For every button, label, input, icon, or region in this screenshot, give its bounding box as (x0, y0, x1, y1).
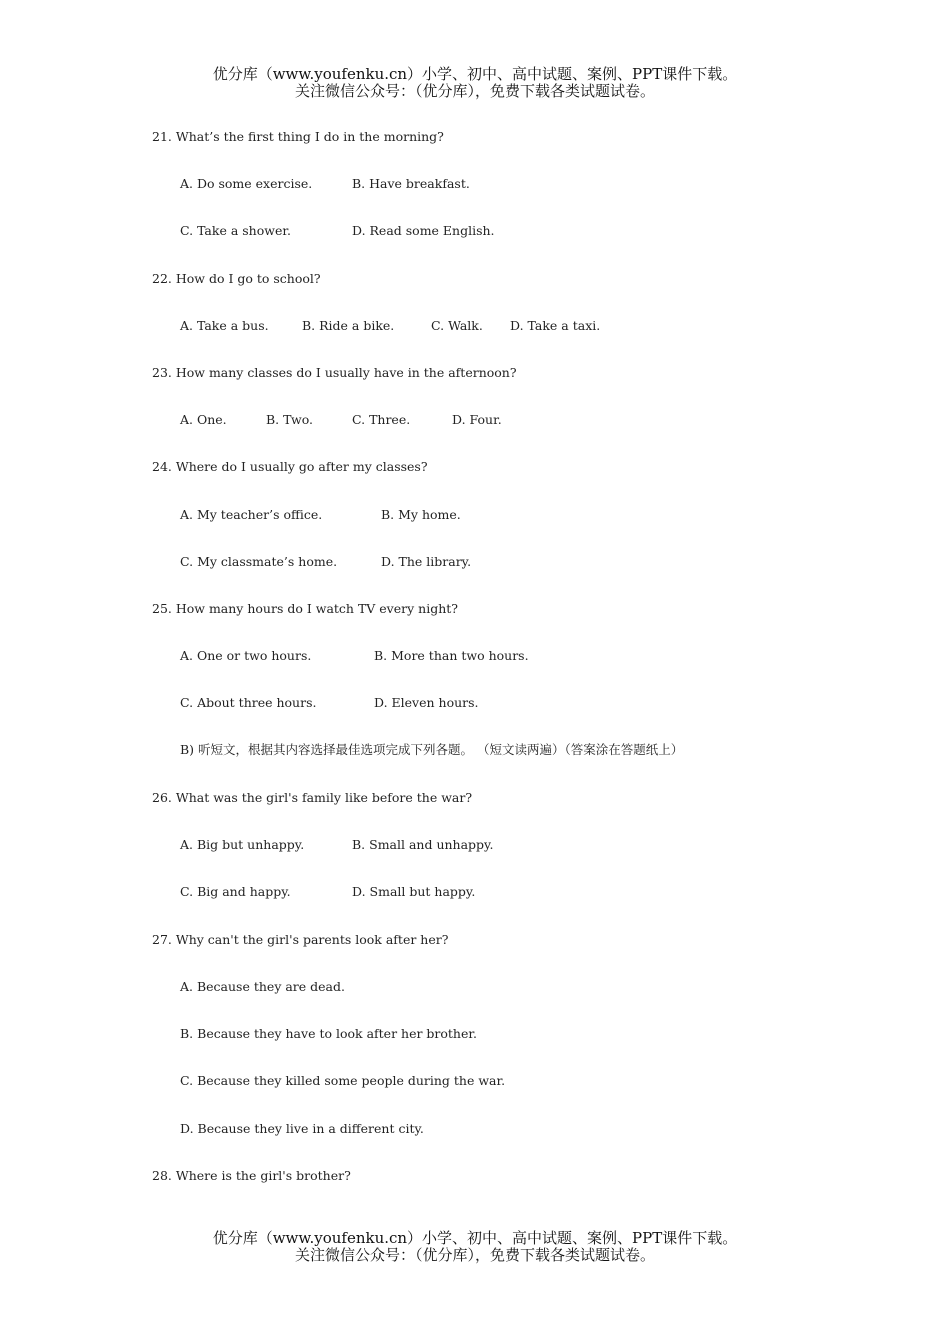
question-27-option-c: C. Because they killed some people during the war. (180, 1073, 506, 1088)
question-24-option-b: B. My home. (381, 507, 461, 522)
question-27-option-b: B. Because they have to look after her brother. (180, 1026, 477, 1041)
question-23: 23. How many classes do I usually have in the afternoon? (152, 365, 517, 380)
question-25: 25. How many hours do I watch TV every night? (152, 601, 458, 616)
question-23-option-d: D. Four. (452, 412, 502, 427)
question-27-option-a: A. Because they are dead. (180, 979, 345, 994)
question-26-option-d: D. Small but happy. (352, 884, 476, 899)
question-22: 22. How do I go to school? (152, 271, 321, 286)
question-24-option-d: D. The library. (381, 554, 472, 569)
question-26-option-c: C. Big and happy. (180, 884, 291, 899)
question-26-option-a: A. Big but unhappy. (180, 837, 305, 852)
question-26: 26. What was the girl's family like before the war? (152, 790, 473, 805)
question-24-option-a: A. My teacher’s office. (180, 507, 323, 522)
question-23-option-a: A. One. (180, 412, 227, 427)
question-22-option-c: C. Walk. (431, 318, 483, 333)
header-line-1: 优分库（www.youfenku.cn）小学、初中、高中试题、案例、PPT课件下载。 (212, 65, 738, 83)
question-24-option-c: C. My classmate’s home. (180, 554, 338, 569)
question-23-option-c: C. Three. (352, 412, 411, 427)
question-22-option-a: A. Take a bus. (180, 318, 269, 333)
question-23-option-b: B. Two. (266, 412, 314, 427)
footer-line-2: 关注微信公众号：（优分库），免费下载各类试题试卷。 (294, 1246, 655, 1264)
question-25-option-c: C. About three hours. (180, 695, 317, 710)
question-25-option-b: B. More than two hours. (374, 648, 529, 663)
section-b-instructions: B) 听短文，根据其内容选择最佳选项完成下列各题。 （短文读两遍）（答案涂在答题纸上） (180, 742, 684, 757)
question-24: 24. Where do I usually go after my classes? (152, 459, 428, 474)
question-21-option-a: A. Do some exercise. (180, 176, 313, 191)
question-22-option-d: D. Take a taxi. (510, 318, 601, 333)
question-22-option-b: B. Ride a bike. (302, 318, 395, 333)
question-26-option-b: B. Small and unhappy. (352, 837, 494, 852)
question-21-option-c: C. Take a shower. (180, 223, 291, 238)
question-27: 27. Why can't the girl's parents look after her? (152, 932, 449, 947)
question-25-option-d: D. Eleven hours. (374, 695, 479, 710)
question-21: 21. What’s the first thing I do in the morning? (152, 129, 444, 144)
question-27-option-d: D. Because they live in a different city. (180, 1121, 424, 1136)
question-28: 28. Where is the girl's brother? (152, 1168, 351, 1183)
question-25-option-a: A. One or two hours. (180, 648, 312, 663)
question-21-option-d: D. Read some English. (352, 223, 495, 238)
question-21-option-b: B. Have breakfast. (352, 176, 470, 191)
footer-line-1: 优分库（www.youfenku.cn）小学、初中、高中试题、案例、PPT课件下载。 (212, 1229, 738, 1247)
page-footer (0, 1230, 950, 1264)
header-line-2: 关注微信公众号：（优分库），免费下载各类试题试卷。 (294, 82, 655, 100)
